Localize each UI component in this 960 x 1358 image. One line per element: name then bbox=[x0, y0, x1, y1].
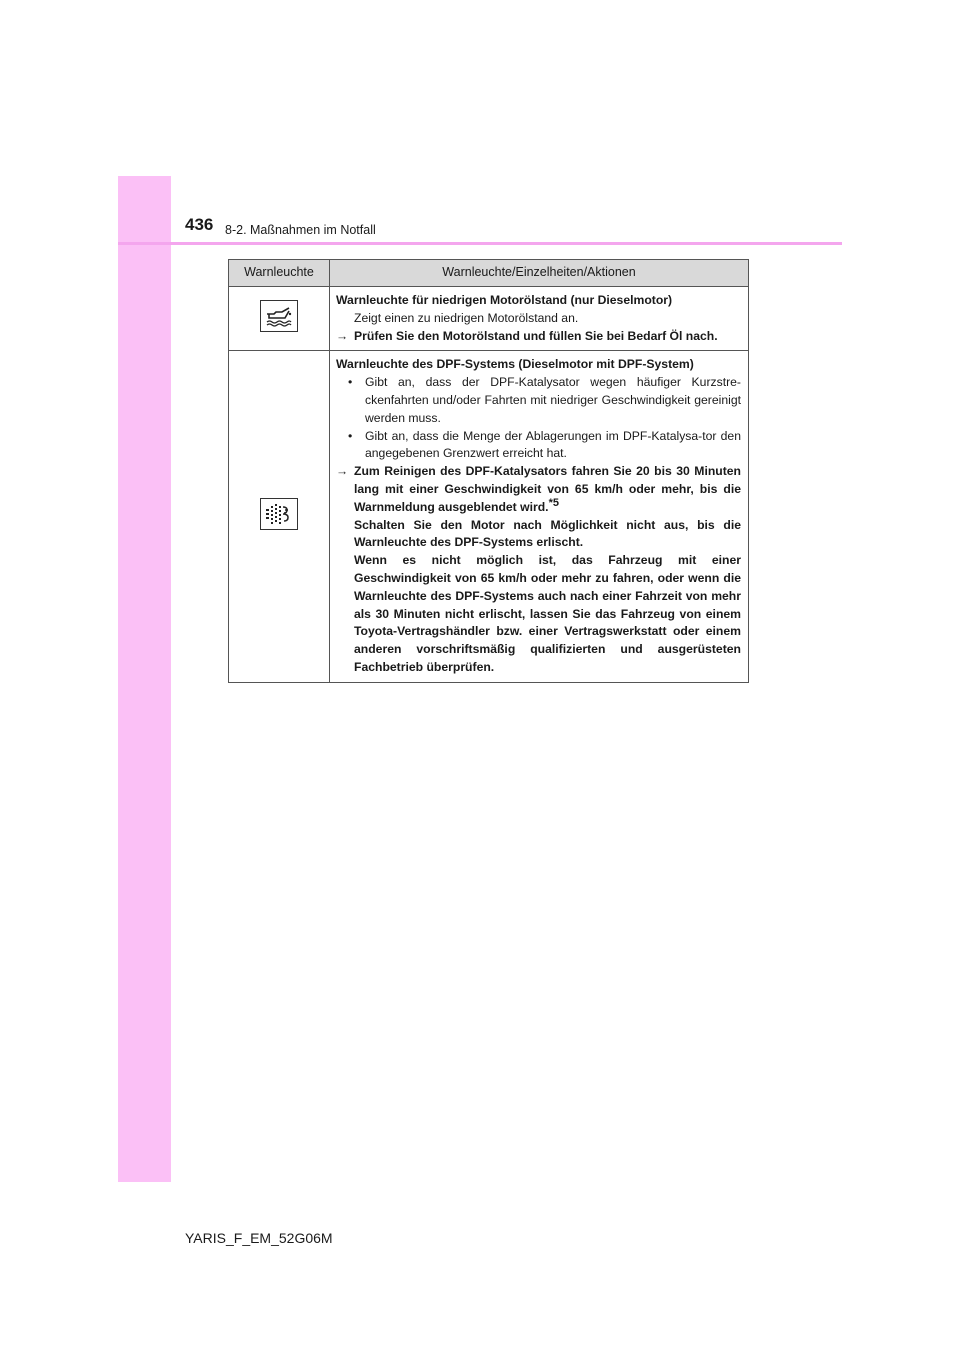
page-number: 436 bbox=[185, 215, 214, 234]
column-header-warnleuchte: Warnleuchte bbox=[229, 260, 330, 287]
action-item: → Zum Reinigen des DPF-Katalysators fahren Sie 20 bis 30 Minuten lang mit einer Geschwindigkeit von 65 km/h oder mehr, bis die Warnmeldung ausgeblendet wird.$^{*5}$ bbox=[336, 464, 741, 514]
details-cell bbox=[330, 287, 749, 351]
column-header-details: Warnleuchte/Einzelheiten/Aktionen bbox=[330, 260, 749, 287]
warning-description: Zeigt einen zu niedrigen Motorölstand an. bbox=[354, 310, 579, 325]
header-rule bbox=[118, 242, 842, 245]
footnote-mark: *5 bbox=[548, 496, 559, 509]
dpf-system-warning-icon bbox=[260, 498, 298, 530]
icon-cell bbox=[229, 351, 330, 682]
list-item: • Gibt an, dass die Menge der Ablagerungen im DPF-Katalysa-tor den angegebenen Grenzwert erreicht hat. bbox=[348, 428, 741, 461]
document-code: YARIS_F_EM_52G06M bbox=[185, 1230, 333, 1246]
section-title: 8-2. Maßnahmen im Notfall bbox=[225, 223, 376, 237]
list-item: • Gibt an, dass der DPF-Katalysator wegen häufiger Kurzstre-ckenfahrten und/oder Fahrten mit niedriger Geschwindigkeit gereinigt werden muss. bbox=[348, 375, 741, 425]
table-row bbox=[229, 287, 749, 351]
action-item: → Prüfen Sie den Motorölstand und füllen Sie bei Bedarf Öl nach. bbox=[336, 328, 741, 346]
arrow-icon: → bbox=[336, 328, 349, 343]
chapter-side-tab bbox=[118, 176, 171, 1182]
warning-title: Warnleuchte des DPF-Systems (Dieselmotor mit DPF-System) bbox=[336, 357, 694, 372]
table-row bbox=[229, 351, 749, 682]
action-continuation: Wenn es nicht möglich ist, das Fahrzeug mit einer Geschwindigkeit von 65 km/h oder mehr zu fahren, oder wenn die Warnleuchte des DPF-Systems auch nach einer Fahrzeit von mehr als 30 Minuten nicht erlischt, lassen Sie das Fahrzeug von einem Toyota-Vertragshändler bzw. einer Vertragswerkstatt oder einem anderen vorschriftsmäßig qualifizierten und ausgerüsteten Fachbetrieb überprüfen. bbox=[354, 553, 741, 674]
warning-light-table bbox=[228, 259, 749, 683]
arrow-icon: → bbox=[336, 464, 349, 479]
warning-title: Warnleuchte für niedrigen Motorölstand (nur Dieselmotor) bbox=[336, 293, 673, 307]
action-continuation: Schalten Sie den Motor nach Möglichkeit nicht aus, bis die Warnleuchte des DPF-Systems erlischt. bbox=[354, 517, 741, 550]
details-cell bbox=[330, 351, 749, 682]
icon-cell bbox=[229, 287, 330, 351]
table-header-row bbox=[229, 260, 749, 287]
oil-level-warning-icon bbox=[260, 300, 298, 332]
